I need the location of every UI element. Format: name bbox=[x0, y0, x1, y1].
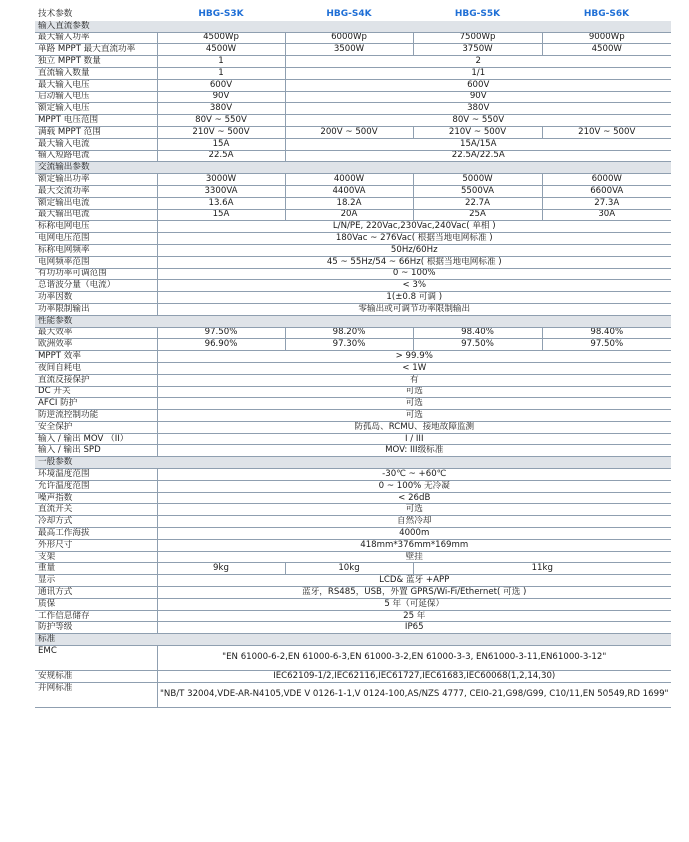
spec-value: 600V bbox=[285, 79, 671, 91]
spec-label: AFCI 防护 bbox=[35, 398, 157, 410]
spec-value: 20A bbox=[285, 209, 413, 221]
spec-label: 防护等级 bbox=[35, 622, 157, 634]
spec-value: 30A bbox=[542, 209, 671, 221]
spec-label: 独立 MPPT 数量 bbox=[35, 56, 157, 68]
spec-table-body bbox=[35, 8, 671, 707]
spec-row bbox=[35, 174, 671, 186]
spec-value: MOV: III级标准 bbox=[157, 445, 671, 457]
spec-value: 可选 bbox=[157, 386, 671, 398]
spec-label: 噪声指数 bbox=[35, 492, 157, 504]
spec-value: 80V ~ 550V bbox=[157, 115, 285, 127]
spec-value: LCD& 蓝牙 +APP bbox=[157, 575, 671, 587]
spec-label: 最大输入功率 bbox=[35, 32, 157, 44]
spec-row bbox=[35, 410, 671, 422]
spec-label: 安全保护 bbox=[35, 421, 157, 433]
spec-label: 标称电网频率 bbox=[35, 244, 157, 256]
spec-value: 3500W bbox=[285, 44, 413, 56]
spec-table bbox=[35, 8, 671, 708]
spec-value: 13.6A bbox=[157, 197, 285, 209]
spec-value: 4400VA bbox=[285, 185, 413, 197]
spec-label: 最大输出电流 bbox=[35, 209, 157, 221]
spec-value: 600V bbox=[157, 79, 285, 91]
spec-value: 380V bbox=[285, 103, 671, 115]
spec-value: 96.90% bbox=[157, 339, 285, 351]
model-header: HBG-S6K bbox=[583, 8, 630, 19]
spec-row bbox=[35, 79, 671, 91]
spec-label: 欧洲效率 bbox=[35, 339, 157, 351]
spec-label: 输入 / 输出 MOV （II） bbox=[35, 433, 157, 445]
section-header-row bbox=[35, 162, 671, 174]
spec-label: 输入短路电流 bbox=[35, 150, 157, 162]
spec-row bbox=[35, 292, 671, 304]
spec-value: 5500VA bbox=[413, 185, 542, 197]
spec-row bbox=[35, 209, 671, 221]
spec-label: 通讯方式 bbox=[35, 587, 157, 599]
spec-value: 27.3A bbox=[542, 197, 671, 209]
spec-value: 4500W bbox=[157, 44, 285, 56]
spec-value: IEC62109-1/2,IEC62116,IEC61727,IEC61683,IEC60068(1,2,14,30) bbox=[157, 671, 671, 683]
spec-label: 额定输入电压 bbox=[35, 103, 157, 115]
spec-row bbox=[35, 67, 671, 79]
spec-row bbox=[35, 587, 671, 599]
spec-label: 功率限制输出 bbox=[35, 303, 157, 315]
spec-row bbox=[35, 445, 671, 457]
spec-value: 4000m bbox=[157, 528, 671, 540]
spec-row bbox=[35, 374, 671, 386]
spec-value: > 99.9% bbox=[157, 351, 671, 363]
spec-row bbox=[35, 233, 671, 245]
header-label: 技术参数 bbox=[38, 8, 73, 19]
spec-row bbox=[35, 44, 671, 56]
spec-label: 启动输入电压 bbox=[35, 91, 157, 103]
spec-value: < 26dB bbox=[157, 492, 671, 504]
spec-value: IP65 bbox=[157, 622, 671, 634]
spec-value: 1 bbox=[157, 56, 285, 68]
spec-value: 2 bbox=[285, 56, 671, 68]
spec-row bbox=[35, 103, 671, 115]
spec-value: 有 bbox=[157, 374, 671, 386]
spec-value: 418mm*376mm*169mm bbox=[157, 539, 671, 551]
spec-value: 1/1 bbox=[285, 67, 671, 79]
spec-label: 重量 bbox=[35, 563, 157, 575]
spec-label: 有功功率可调范围 bbox=[35, 268, 157, 280]
spec-label: 允许温度范围 bbox=[35, 480, 157, 492]
spec-row bbox=[35, 528, 671, 540]
spec-row bbox=[35, 351, 671, 363]
spec-value: 4000W bbox=[285, 174, 413, 186]
spec-label: 直流输入数量 bbox=[35, 67, 157, 79]
spec-label: 最大输入电压 bbox=[35, 79, 157, 91]
spec-row bbox=[35, 115, 671, 127]
spec-row bbox=[35, 421, 671, 433]
spec-value: "NB/T 32004,VDE-AR-N4105,VDE V 0126-1-1,V 0124-100,AS/NZS 4777, CEI0-21,G98/G99, C10/11,EN 50549,RD 1699" bbox=[157, 682, 671, 707]
section-title: 标准 bbox=[35, 634, 671, 646]
spec-value: 22.5A bbox=[157, 150, 285, 162]
spec-row bbox=[35, 91, 671, 103]
section-header-row bbox=[35, 634, 671, 646]
spec-value: 6000Wp bbox=[285, 32, 413, 44]
spec-row bbox=[35, 598, 671, 610]
spec-label: 并网标准 bbox=[35, 682, 157, 707]
section-header-row bbox=[35, 457, 671, 469]
spec-value: 97.50% bbox=[413, 339, 542, 351]
spec-value: L/N/PE, 220Vac,230Vac,240Vac( 单相 ) bbox=[157, 221, 671, 233]
spec-value: < 1W bbox=[157, 362, 671, 374]
spec-row bbox=[35, 433, 671, 445]
spec-label: 额定输出功率 bbox=[35, 174, 157, 186]
spec-value: 90V bbox=[157, 91, 285, 103]
spec-label: 满载 MPPT 范围 bbox=[35, 126, 157, 138]
spec-label: 安规标准 bbox=[35, 671, 157, 683]
spec-value: 98.40% bbox=[542, 327, 671, 339]
spec-value: "EN 61000-6-2,EN 61000-6-3,EN 61000-3-2,EN 61000-3-3, EN61000-3-11,EN61000-3-12" bbox=[157, 646, 671, 671]
spec-row bbox=[35, 197, 671, 209]
spec-value: 9000Wp bbox=[542, 32, 671, 44]
header-row bbox=[35, 8, 671, 21]
spec-label: 最大交流功率 bbox=[35, 185, 157, 197]
spec-row bbox=[35, 221, 671, 233]
spec-value: 9kg bbox=[157, 563, 285, 575]
spec-value: 蓝牙，RS485，USB，外置 GPRS/Wi-Fi/Ethernet( 可选 ) bbox=[157, 587, 671, 599]
spec-value: 22.5A/22.5A bbox=[285, 150, 671, 162]
spec-label: 最大效率 bbox=[35, 327, 157, 339]
spec-value: 可选 bbox=[157, 398, 671, 410]
spec-row bbox=[35, 575, 671, 587]
spec-row bbox=[35, 671, 671, 683]
spec-row bbox=[35, 504, 671, 516]
spec-value: 180Vac ~ 276Vac( 根据当地电网标准 ) bbox=[157, 233, 671, 245]
spec-row bbox=[35, 563, 671, 575]
spec-value: 98.20% bbox=[285, 327, 413, 339]
spec-row bbox=[35, 126, 671, 138]
spec-value: 15A bbox=[157, 138, 285, 150]
model-header: HBG-S3K bbox=[198, 8, 244, 19]
model-header: HBG-S5K bbox=[454, 8, 501, 19]
spec-label: EMC bbox=[35, 646, 157, 671]
section-title: 一般参数 bbox=[35, 457, 671, 469]
spec-row bbox=[35, 682, 671, 707]
spec-label: 支架 bbox=[35, 551, 157, 563]
spec-value: 380V bbox=[157, 103, 285, 115]
section-title: 交流输出参数 bbox=[35, 162, 671, 174]
spec-row bbox=[35, 492, 671, 504]
spec-value: 98.40% bbox=[413, 327, 542, 339]
spec-value: 0 ~ 100% bbox=[157, 268, 671, 280]
spec-label: 夜间自耗电 bbox=[35, 362, 157, 374]
section-title: 性能参数 bbox=[35, 315, 671, 327]
spec-value: 200V ~ 500V bbox=[285, 126, 413, 138]
spec-row bbox=[35, 138, 671, 150]
section-title: 输入直流参数 bbox=[35, 21, 671, 32]
spec-label: 外形尺寸 bbox=[35, 539, 157, 551]
spec-label: 功率因数 bbox=[35, 292, 157, 304]
spec-label: 直流开关 bbox=[35, 504, 157, 516]
spec-value: 97.50% bbox=[157, 327, 285, 339]
spec-value: 3000W bbox=[157, 174, 285, 186]
spec-value: 4500Wp bbox=[157, 32, 285, 44]
spec-row bbox=[35, 56, 671, 68]
spec-value: 11kg bbox=[413, 563, 671, 575]
spec-value: 4500W bbox=[542, 44, 671, 56]
spec-label: 输入 / 输出 SPD bbox=[35, 445, 157, 457]
spec-value: 97.50% bbox=[542, 339, 671, 351]
spec-value: 6600VA bbox=[542, 185, 671, 197]
spec-value: 1 bbox=[157, 67, 285, 79]
spec-label: 最大输入电流 bbox=[35, 138, 157, 150]
spec-row bbox=[35, 622, 671, 634]
spec-label: 冷却方式 bbox=[35, 516, 157, 528]
spec-label: DC 开关 bbox=[35, 386, 157, 398]
spec-value: 210V ~ 500V bbox=[157, 126, 285, 138]
spec-label: 质保 bbox=[35, 598, 157, 610]
spec-label: 标称电网电压 bbox=[35, 221, 157, 233]
spec-label: 显示 bbox=[35, 575, 157, 587]
spec-value: 18.2A bbox=[285, 197, 413, 209]
spec-value: 自然冷却 bbox=[157, 516, 671, 528]
spec-value: 可选 bbox=[157, 504, 671, 516]
spec-value: 22.7A bbox=[413, 197, 542, 209]
spec-value: 15A bbox=[157, 209, 285, 221]
spec-value: 210V ~ 500V bbox=[413, 126, 542, 138]
spec-label: 单路 MPPT 最大直流功率 bbox=[35, 44, 157, 56]
spec-value: 15A/15A bbox=[285, 138, 671, 150]
spec-value: 5000W bbox=[413, 174, 542, 186]
spec-value: 可选 bbox=[157, 410, 671, 422]
spec-row bbox=[35, 185, 671, 197]
spec-row bbox=[35, 339, 671, 351]
spec-row bbox=[35, 244, 671, 256]
spec-value: 80V ~ 550V bbox=[285, 115, 671, 127]
spec-label: 环境温度范围 bbox=[35, 469, 157, 481]
spec-row bbox=[35, 280, 671, 292]
spec-value: 零输出或可调节功率限制输出 bbox=[157, 303, 671, 315]
spec-row bbox=[35, 610, 671, 622]
spec-row bbox=[35, 362, 671, 374]
spec-value: 7500Wp bbox=[413, 32, 542, 44]
spec-row bbox=[35, 268, 671, 280]
spec-label: 总谐波分量（电流） bbox=[35, 280, 157, 292]
spec-value: 210V ~ 500V bbox=[542, 126, 671, 138]
spec-value: 5 年（可延保） bbox=[157, 598, 671, 610]
spec-row bbox=[35, 469, 671, 481]
spec-label: 工作信息储存 bbox=[35, 610, 157, 622]
spec-row bbox=[35, 480, 671, 492]
spec-row bbox=[35, 32, 671, 44]
spec-value: 3750W bbox=[413, 44, 542, 56]
spec-row bbox=[35, 303, 671, 315]
spec-row bbox=[35, 398, 671, 410]
spec-value: 10kg bbox=[285, 563, 413, 575]
spec-value: -30℃ ~ +60℃ bbox=[157, 469, 671, 481]
spec-value: 97.30% bbox=[285, 339, 413, 351]
spec-value: 45 ~ 55Hz/54 ~ 66Hz( 根据当地电网标准 ) bbox=[157, 256, 671, 268]
spec-value: 壁挂 bbox=[157, 551, 671, 563]
spec-value: 防孤岛、RCMU、接地故障监测 bbox=[157, 421, 671, 433]
spec-row bbox=[35, 646, 671, 671]
spec-row bbox=[35, 327, 671, 339]
spec-row bbox=[35, 551, 671, 563]
section-header-row bbox=[35, 21, 671, 32]
spec-row bbox=[35, 386, 671, 398]
spec-value: 90V bbox=[285, 91, 671, 103]
spec-row bbox=[35, 150, 671, 162]
spec-row bbox=[35, 516, 671, 528]
spec-label: MPPT 电压范围 bbox=[35, 115, 157, 127]
spec-label: 直流反接保护 bbox=[35, 374, 157, 386]
spec-value: 6000W bbox=[542, 174, 671, 186]
spec-value: 1(±0.8 可调 ) bbox=[157, 292, 671, 304]
spec-value: I / III bbox=[157, 433, 671, 445]
spec-value: < 3% bbox=[157, 280, 671, 292]
model-header: HBG-S4K bbox=[326, 8, 372, 19]
spec-row bbox=[35, 256, 671, 268]
spec-label: MPPT 效率 bbox=[35, 351, 157, 363]
spec-label: 电网电压范围 bbox=[35, 233, 157, 245]
spec-sheet bbox=[35, 8, 671, 708]
spec-label: 电网频率范围 bbox=[35, 256, 157, 268]
spec-label: 防逆流控制功能 bbox=[35, 410, 157, 422]
spec-label: 最高工作海拔 bbox=[35, 528, 157, 540]
section-header-row bbox=[35, 315, 671, 327]
spec-value: 25 年 bbox=[157, 610, 671, 622]
spec-value: 3300VA bbox=[157, 185, 285, 197]
spec-row bbox=[35, 539, 671, 551]
spec-value: 50Hz/60Hz bbox=[157, 244, 671, 256]
spec-value: 0 ~ 100% 无冷凝 bbox=[157, 480, 671, 492]
spec-label: 额定输出电流 bbox=[35, 197, 157, 209]
spec-value: 25A bbox=[413, 209, 542, 221]
